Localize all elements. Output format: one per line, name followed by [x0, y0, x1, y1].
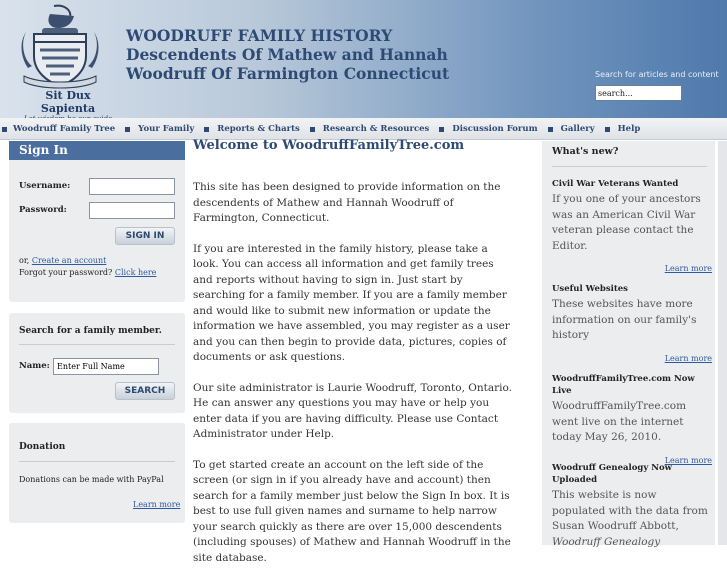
nav-item-help[interactable]: Help [595, 124, 641, 134]
nav-item-research-resources[interactable]: Research & Resources [300, 124, 430, 134]
family-crest-icon [20, 4, 100, 90]
site-search-label: Search for articles and content [595, 70, 719, 79]
username-input[interactable] [89, 178, 175, 195]
page-scrollbar[interactable] [718, 141, 727, 545]
main-nav [0, 118, 727, 140]
signin-button[interactable]: SIGN IN [115, 227, 175, 245]
news-description-emphasis: Woodruff Genealogy [552, 535, 661, 548]
nav-bullet-icon [2, 127, 7, 132]
username-label: Username: [19, 181, 71, 191]
news-title: Woodruff Genealogy Now Uploaded [552, 463, 672, 485]
divider [19, 461, 175, 462]
news-description: This website is now populated with the data from Susan Woodruff Abbott, Woodruff Genealogy [552, 489, 708, 548]
nav-item-your-family[interactable]: Your Family [115, 124, 194, 134]
forgot-password-line: Forgot your password? Click here [19, 268, 157, 277]
news-title: Useful Websites [552, 284, 628, 294]
family-search-title: Search for a family member. [19, 326, 162, 336]
news-item [552, 178, 712, 273]
donation-title: Donation [19, 442, 66, 452]
news-learn-more-link[interactable]: Learn more [664, 353, 712, 363]
news-description: If you one of your ancestors was an American Civil War veteran please contact the Editor. [552, 193, 701, 252]
site-title [126, 26, 449, 83]
news-description: WoodruffFamilyTree.com went live on the internet today May 26, 2010. [552, 400, 687, 443]
password-label: Password: [19, 205, 67, 215]
donation-box [9, 423, 185, 523]
nav-bullet-icon [310, 127, 315, 132]
news-title: Civil War Veterans Wanted [552, 179, 679, 189]
left-sidebar [9, 141, 185, 509]
family-search-box [9, 313, 185, 413]
news-description: These websites have more information on our family's history [552, 298, 697, 341]
password-input[interactable] [89, 202, 175, 219]
name-label: Name: [19, 361, 50, 371]
click-here-link[interactable]: Click here [114, 268, 157, 277]
whats-new-panel [542, 141, 715, 548]
page-title: Welcome to WoodruffFamilyTree.com [193, 138, 465, 153]
signin-box [9, 160, 185, 302]
divider [19, 344, 175, 345]
news-title: WoodruffFamilyTree.com Now Live [552, 374, 695, 396]
nav-bullet-icon [548, 127, 553, 132]
motto-text: Sit Dux Sapienta [40, 89, 96, 115]
news-item [552, 462, 712, 550]
main-content [193, 139, 516, 581]
create-account-line: or, Create an account [19, 256, 107, 265]
nav-item-gallery[interactable]: Gallery [538, 124, 595, 134]
nav-bullet-icon [439, 127, 444, 132]
donation-learn-more-link[interactable]: Learn more [133, 500, 181, 509]
intro-paragraph-3: Our site administrator is Laurie Woodruff, Toronto, Ontario. He can answer any questions you may have or help you enter data if you are having difficulty. Please use Contact Administrator under Help. [193, 381, 512, 440]
signin-title: Sign In [9, 141, 185, 160]
family-name-input[interactable] [53, 358, 159, 375]
nav-bullet-icon [204, 127, 209, 132]
nav-item-woodruff-family-tree[interactable]: Woodruff Family Tree [2, 124, 115, 134]
nav-item-discussion-forum[interactable]: Discussion Forum [429, 124, 537, 134]
title-line-1: WOODRUFF FAMILY HISTORY [126, 26, 393, 45]
news-learn-more-link[interactable]: Learn more [664, 264, 712, 273]
nav-bullet-icon [125, 127, 130, 132]
news-learn-more-link[interactable]: Learn more [664, 455, 712, 465]
intro-paragraph-1: This site has been designed to provide information on the descendents of Mathew and Hannah Woodruff of Farmington, Connecticut. [193, 181, 501, 224]
intro-paragraph-2: If you are interested in the family history, please take a look. You can access all information and get family trees and reports without having to sign in. Just start by searching for a family member. If you are a family member and would like to submit new information or update the information we have assembled, you may register as a user and you can then begin to provide data, pictures, copies of documents or ask questions. [193, 242, 510, 363]
nav-bullet-icon [605, 127, 610, 132]
news-item [552, 283, 712, 363]
site-search-input[interactable] [595, 85, 682, 101]
news-item [552, 373, 712, 465]
title-line-3: Woodruff Of Farmington Connecticut [126, 64, 450, 83]
intro-paragraph-4: To get started create an account on the left side of the screen (or sign in if you already have and account) then search for a family member just below the Sign In box. It is best to use full given names and surname to help narrow your search quickly as there are over 15,000 descendents (including spouses) of Mathew and Hannah Woodruff in the site database. [193, 458, 511, 564]
whats-new-title: What's new? [552, 146, 619, 157]
family-search-button[interactable]: SEARCH [115, 382, 175, 400]
title-line-2: Descendents Of Mathew and Hannah [126, 45, 448, 64]
site-header [0, 0, 727, 118]
create-account-link[interactable]: Create an account [31, 256, 107, 265]
divider [552, 166, 707, 167]
donation-text: Donations can be made with PayPal [19, 475, 164, 484]
nav-item-reports-charts[interactable]: Reports & Charts [194, 124, 300, 134]
